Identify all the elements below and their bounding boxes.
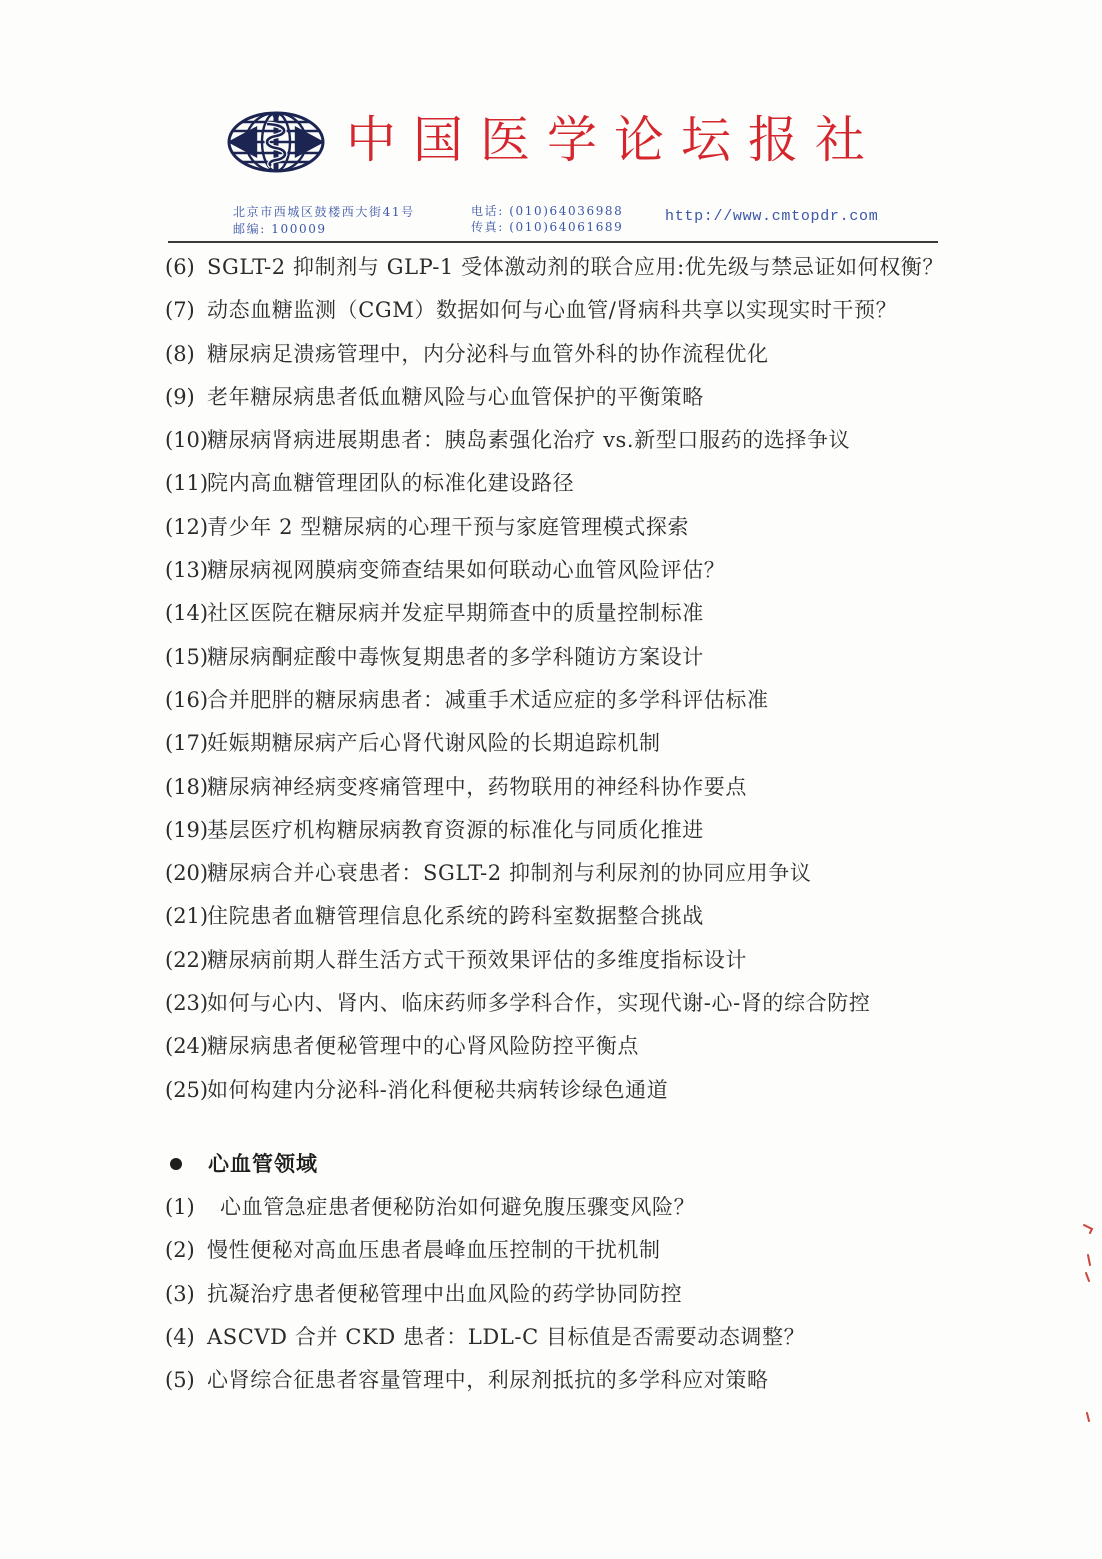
item-text: SGLT-2 抑制剂与 GLP-1 受体激动剂的联合应用:优先级与禁忌证如何权衡？ bbox=[207, 255, 945, 279]
item-number: (2) bbox=[165, 1238, 195, 1263]
topic-list-cardio bbox=[165, 1186, 1025, 1402]
item-number: (24) bbox=[165, 1034, 209, 1059]
list-item bbox=[165, 809, 1025, 852]
item-text: 基层医疗机构糖尿病教育资源的标准化与同质化推进 bbox=[207, 817, 704, 842]
item-number: (18) bbox=[165, 774, 209, 799]
item-text: 如何与心内、肾内、临床药师多学科合作，实现代谢-心-肾的综合防控 bbox=[207, 991, 871, 1016]
item-number: (22) bbox=[165, 947, 209, 972]
list-item bbox=[165, 679, 1025, 722]
item-text: 糖尿病前期人群生活方式干预效果评估的多维度指标设计 bbox=[207, 947, 747, 972]
list-item bbox=[165, 895, 1025, 938]
item-number: (4) bbox=[165, 1324, 195, 1349]
section-heading bbox=[165, 1142, 318, 1185]
item-number: (7) bbox=[165, 298, 195, 323]
item-text: 慢性便秘对高血压患者晨峰血压控制的干扰机制 bbox=[207, 1238, 661, 1263]
bullet-icon bbox=[170, 1158, 182, 1170]
item-text: 糖尿病合并心衰患者：SGLT-2 抑制剂与利尿剂的协同应用争议 bbox=[207, 861, 812, 886]
item-text: 糖尿病足溃疡管理中，内分泌科与血管外科的协作流程优化 bbox=[207, 341, 769, 366]
item-text: 妊娠期糖尿病产后心肾代谢风险的长期追踪机制 bbox=[207, 731, 661, 756]
item-number: (8) bbox=[165, 341, 195, 366]
item-number: (25) bbox=[165, 1077, 209, 1102]
item-number: (16) bbox=[165, 687, 209, 712]
list-item bbox=[165, 1025, 1025, 1068]
section-title: 心血管领域 bbox=[208, 1151, 318, 1176]
item-number: (10) bbox=[165, 428, 209, 453]
scan-marks bbox=[1078, 1215, 1098, 1430]
item-number: (11) bbox=[165, 471, 209, 496]
address-text: 北京市西城区鼓楼西大街41号 bbox=[233, 205, 415, 219]
list-item bbox=[165, 246, 1025, 289]
list-item bbox=[165, 1359, 1025, 1402]
item-text: 糖尿病酮症酸中毒恢复期患者的多学科随访方案设计 bbox=[207, 644, 704, 669]
list-item bbox=[165, 462, 1025, 505]
item-number: (17) bbox=[165, 731, 209, 756]
list-item bbox=[165, 636, 1025, 679]
list-item bbox=[165, 1186, 1025, 1229]
item-number: (12) bbox=[165, 514, 209, 539]
item-number: (20) bbox=[165, 861, 209, 886]
item-text: 社区医院在糖尿病并发症早期筛查中的质量控制标准 bbox=[207, 601, 704, 626]
item-number: (9) bbox=[165, 384, 195, 409]
item-text: 老年糖尿病患者低血糖风险与心血管保护的平衡策略 bbox=[207, 384, 704, 409]
item-number: (13) bbox=[165, 558, 209, 583]
list-item bbox=[165, 1069, 1025, 1112]
list-item bbox=[165, 506, 1025, 549]
list-item bbox=[165, 939, 1025, 982]
item-text: 如何构建内分泌科-消化科便秘共病转诊绿色通道 bbox=[207, 1077, 669, 1102]
organization-name: 中国医学论坛报社 bbox=[346, 111, 882, 169]
list-item bbox=[165, 333, 1025, 376]
list-item bbox=[165, 549, 1025, 592]
item-text: 住院患者血糖管理信息化系统的跨科室数据整合挑战 bbox=[207, 904, 704, 929]
item-number: (19) bbox=[165, 817, 209, 842]
item-text: 糖尿病患者便秘管理中的心肾风险防控平衡点 bbox=[207, 1034, 639, 1059]
item-number: (15) bbox=[165, 644, 209, 669]
item-text: ASCVD 合并 CKD 患者：LDL-C 目标值是否需要动态调整？ bbox=[207, 1324, 806, 1349]
item-text: 动态血糖监测（CGM）数据如何与心血管/肾病科共享以实现实时干预？ bbox=[207, 298, 898, 323]
item-number: (1) bbox=[165, 1195, 195, 1219]
item-number: (21) bbox=[165, 904, 209, 929]
header-divider bbox=[168, 241, 938, 243]
item-text: 糖尿病神经病变疼痛管理中，药物联用的神经科协作要点 bbox=[207, 774, 747, 799]
postcode-text: 邮编: 100009 bbox=[233, 222, 327, 236]
item-number: (5) bbox=[165, 1368, 195, 1393]
topic-list-continued bbox=[165, 246, 1025, 1112]
item-text: 抗凝治疗患者便秘管理中出血风险的药学协同防控 bbox=[207, 1281, 683, 1306]
item-text: 院内高血糖管理团队的标准化建设路径 bbox=[207, 471, 575, 496]
globe-caduceus-logo-icon bbox=[226, 110, 326, 174]
fax-text: 传真: (010)64061689 bbox=[471, 220, 624, 234]
list-item bbox=[165, 592, 1025, 635]
item-text: 合并肥胖的糖尿病患者：减重手术适应症的多学科评估标准 bbox=[207, 687, 769, 712]
item-number: (14) bbox=[165, 601, 209, 626]
list-item bbox=[165, 1273, 1025, 1316]
item-text: 青少年 2 型糖尿病的心理干预与家庭管理模式探索 bbox=[207, 514, 690, 539]
item-text: 心血管急症患者便秘防治如何避免腹压骤变风险？ bbox=[220, 1195, 696, 1219]
list-item bbox=[165, 1316, 1025, 1359]
list-item bbox=[165, 376, 1025, 419]
list-item bbox=[165, 289, 1025, 332]
list-item bbox=[165, 982, 1025, 1025]
list-item bbox=[165, 766, 1025, 809]
list-item bbox=[165, 419, 1025, 462]
list-item bbox=[165, 852, 1025, 895]
phone-text: 电话: (010)64036988 bbox=[471, 204, 624, 218]
item-text: 糖尿病视网膜病变筛查结果如何联动心血管风险评估？ bbox=[207, 558, 726, 583]
item-number: (6) bbox=[165, 255, 195, 279]
item-text: 糖尿病肾病进展期患者：胰岛素强化治疗 vs.新型口服药的选择争议 bbox=[207, 428, 851, 453]
list-item bbox=[165, 722, 1025, 765]
list-item bbox=[165, 1229, 1025, 1272]
item-text: 心肾综合征患者容量管理中，利尿剂抵抗的多学科应对策略 bbox=[207, 1368, 769, 1393]
website-url: http://www.cmtopdr.com bbox=[665, 208, 879, 225]
item-number: (3) bbox=[165, 1281, 195, 1306]
item-number: (23) bbox=[165, 991, 209, 1016]
